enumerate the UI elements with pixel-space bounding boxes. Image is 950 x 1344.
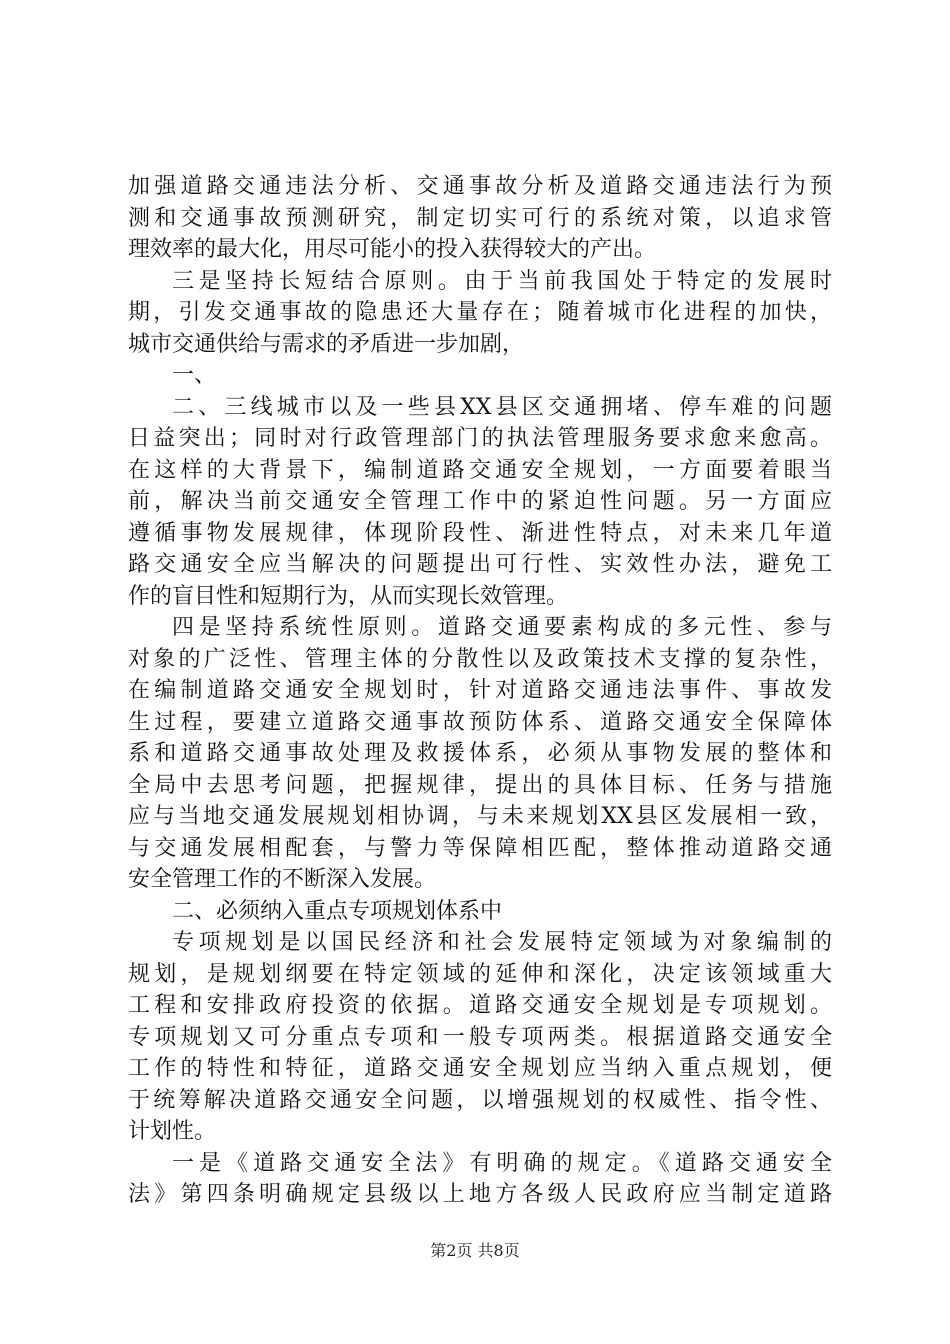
text-line: 三是坚持长短结合原则。由于当前我国处于特定的发展时 (172, 268, 832, 294)
text-line: 前，解决当前交通安全管理工作中的紧迫性问题。另一方面应 (128, 489, 832, 514)
text-line: 工作的特性和特征，道路交通安全规划应当纳入重点规划，便 (128, 1056, 832, 1081)
text-line: 工程和安排政府投资的依据。道路交通安全规划是专项规划。 (128, 993, 832, 1018)
text-line: 安全管理工作的不断深入发展。 (128, 867, 437, 892)
text-line: 作的盲目性和短期行为，从而实现长效管理。 (128, 583, 569, 609)
text-line: 于统筹解决道路交通安全问题，以增强规划的权威性、指令性、 (128, 1087, 832, 1113)
text-line: 在这样的大背景下，编制道路交通安全规划，一方面要着眼当 (128, 457, 832, 483)
text-line: 二、三线城市以及一些县XX县区交通拥堵、停车难的问题 (172, 394, 832, 420)
text-line: 一是《道路交通安全法》有明确的规定。《道路交通安全 (172, 1150, 832, 1176)
text-line: 日益突出；同时对行政管理部门的执法管理服务要求愈来愈高。 (128, 426, 832, 451)
text-line: 一、 (172, 363, 217, 388)
text-line: 规划，是规划纲要在特定领域的延伸和深化，决定该领域重大 (128, 961, 832, 987)
text-line: 在编制道路交通安全规划时，针对道路交通违法事件、事故发 (128, 678, 832, 703)
text-line: 对象的广泛性、管理主体的分散性以及政策技术支撑的复杂性， (128, 646, 832, 672)
text-line: 期，引发交通事故的隐患还大量存在；随着城市化进程的加快， (128, 300, 832, 325)
text-line: 测和交通事故预测研究，制定切实可行的系统对策，以追求管 (128, 205, 832, 231)
text-line: 四是坚持系统性原则。道路交通要素构成的多元性、参与 (172, 615, 832, 640)
text-line: 全局中去思考问题，把握规律，提出的具体目标、任务与措施 (128, 772, 832, 798)
text-line: 系和道路交通事故处理及救援体系，必须从事物发展的整体和 (128, 741, 832, 766)
text-line: 专项规划是以国民经济和社会发展特定领域为对象编制的 (172, 930, 832, 955)
text-line: 法》第四条明确规定县级以上地方各级人民政府应当制定道路 (128, 1182, 832, 1207)
text-line: 遵循事物发展规律，体现阶段性、渐进性特点，对未来几年道 (128, 520, 832, 546)
text-line: 路交通安全应当解决的问题提出可行性、实效性办法，避免工 (128, 552, 832, 577)
text-line: 加强道路交通违法分析、交通事故分析及道路交通违法行为预 (128, 174, 832, 199)
document-body (128, 171, 832, 1211)
text-line: 计划性。 (128, 1119, 217, 1144)
page-footer: 第2页 共8页 (430, 1241, 520, 1260)
text-line: 专项规划又可分重点专项和一般专项两类。根据道路交通安全 (128, 1024, 832, 1050)
text-line: 与交通发展相配套，与警力等保障相匹配，整体推动道路交通 (128, 835, 832, 861)
text-line: 应与当地交通发展规划相协调，与未来规划XX县区发展相一致， (128, 804, 832, 829)
text-line: 理效率的最大化，用尽可能小的投入获得较大的产出。 (128, 237, 657, 262)
text-line: 生过程，要建立道路交通事故预防体系、道路交通安全保障体 (128, 709, 832, 735)
text-line: 二、必须纳入重点专项规划体系中 (172, 898, 503, 924)
text-line: 城市交通供给与需求的矛盾进一步加剧， (128, 331, 525, 357)
